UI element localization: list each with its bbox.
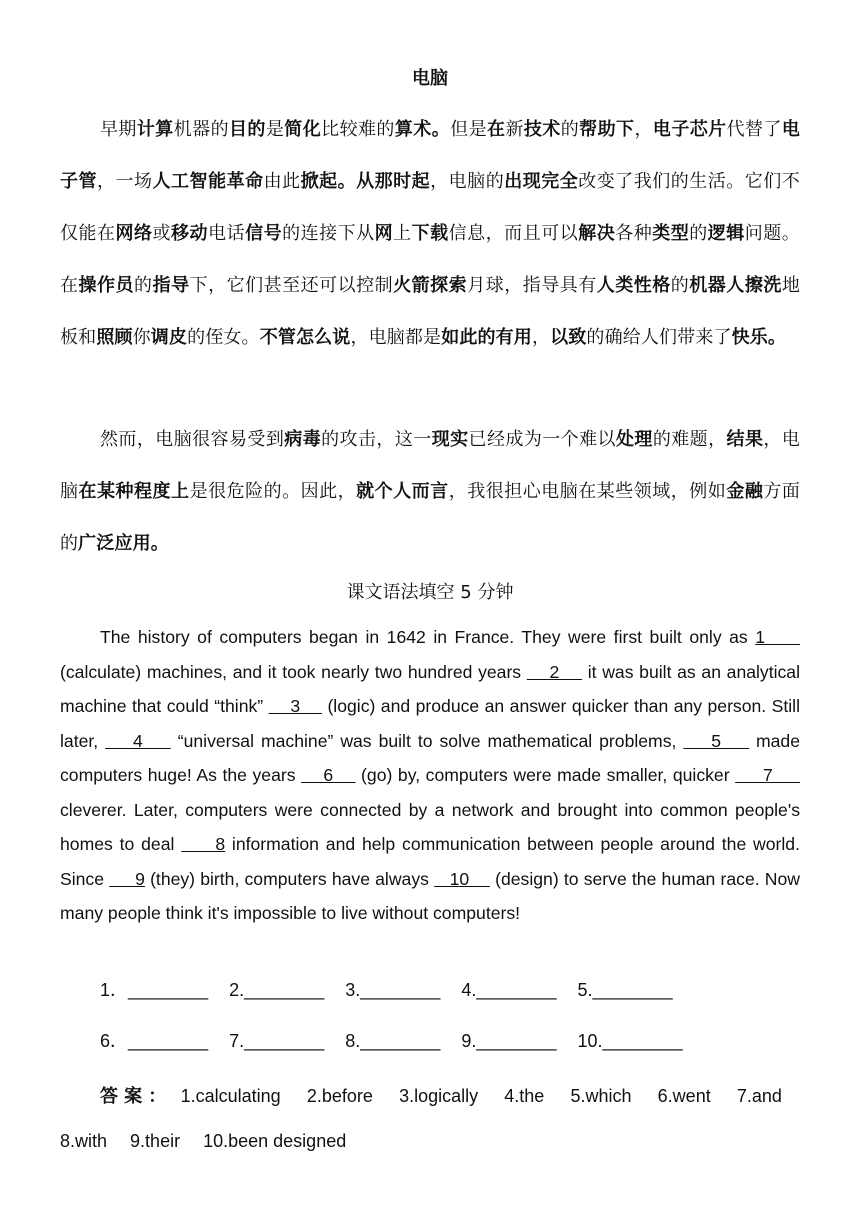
answer-item: 8.with — [60, 1131, 108, 1151]
answer-item: 3.logically — [399, 1086, 479, 1106]
answer-item: 7.and — [736, 1086, 782, 1106]
answer-item: 2.before — [306, 1086, 373, 1106]
answer-blank-5[interactable]: 5.________ — [577, 980, 673, 1000]
answer-blank-7[interactable]: 7.________ — [229, 1031, 325, 1051]
answer-item: 6.went — [657, 1086, 711, 1106]
answer-label: 答案： — [100, 1086, 173, 1107]
answer-item: 9.their — [130, 1131, 181, 1151]
answer-blank-10[interactable]: 10.________ — [577, 1031, 683, 1051]
document-title: 电脑 — [412, 68, 448, 89]
answer-item: 10.been designed — [203, 1131, 347, 1151]
answer-key — [60, 1074, 800, 1164]
answer-blanks-row-1 — [100, 977, 800, 1003]
answer-blank-4[interactable]: 4.________ — [461, 980, 557, 1000]
answer-item: 5.which — [570, 1086, 632, 1106]
cloze-passage: The history of computers began in 1642 in France. They were first built only as 1 (calculate) machines, and it took nearly two hundred years 2 it was built as an analytical machine that could “think” 3 (logic) and produce an answer quicker than any person. Still later, 4 “universal machine” was built to solve mathematical problems, 5 made computers huge! As the years 6 (go) by, computers were made smaller, quicker 7 cleverer. Later, computers were connected by a network and brought into common people's homes to deal 8 information and help communication between people around the world. Since 9 (they) birth, computers have always 10 (design) to serve the human race. Now many people think it's impossible to live without computers! — [60, 627, 801, 923]
answer-blanks-row-2 — [100, 1028, 800, 1054]
chinese-paragraph-1: 早期计算机器的目的是简化比较难的算术。但是在新技术的帮助下，电子芯片代替了电子管，一场人工智能革命由此掀起。从那时起，电脑的出现完全改变了我们的生活。它们不仅能在网络或移动电话信号的连接下从网上下载信息，而且可以解决各种类型的逻辑问题。在操作员的指导下，它们甚至还可以控制火箭探索月球，指导具有人类性格的机器人擦洗地板和照顾你调皮的侄女。不管怎么说，电脑都是如此的有用，以致的确给人们带来了快乐。 — [60, 119, 801, 348]
answer-blank-6[interactable]: 6．________ — [100, 1031, 209, 1051]
answer-item: 1.calculating — [180, 1086, 281, 1106]
answer-blank-3[interactable]: 3.________ — [345, 980, 441, 1000]
answer-item: 4.the — [504, 1086, 545, 1106]
answer-blank-9[interactable]: 9.________ — [461, 1031, 557, 1051]
answer-blank-8[interactable]: 8.________ — [345, 1031, 441, 1051]
chinese-paragraph-2: 然而，电脑很容易受到病毒的攻击，这一现实已经成为一个难以处理的难题，结果，电脑在某种程度上是很危险的。因此，就个人而言，我很担心电脑在某些领域，例如金融方面的广泛应用。 — [60, 429, 800, 554]
answer-blank-2[interactable]: 2.________ — [229, 980, 325, 1000]
exercise-heading: 课文语法填空 5 分钟 — [346, 582, 514, 603]
answer-blank-1[interactable]: 1．________ — [100, 980, 209, 1000]
